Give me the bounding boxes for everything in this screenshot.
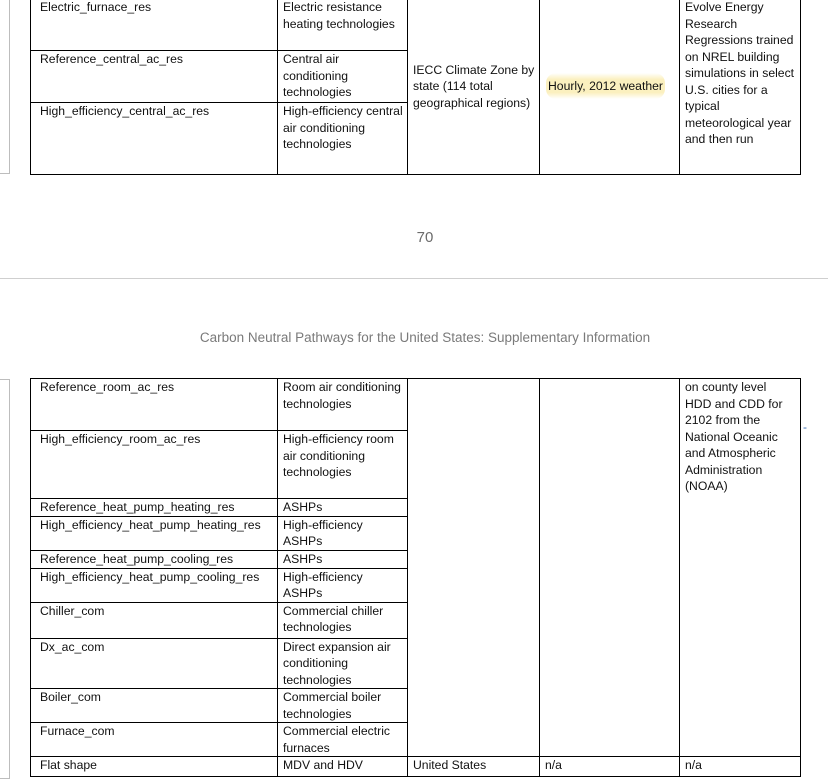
table-row [31,757,801,777]
page-number: 70 [416,229,434,246]
table-row [31,0,801,51]
cell-desc: Commercial electric furnaces [278,723,408,757]
highlighted-resolution: Hourly, 2012 weather [546,73,665,99]
cell-name: Reference_room_ac_res [31,379,278,431]
cell-desc: Electric resistance heating technologies [278,0,408,51]
table-row [31,379,801,431]
cell-name: High_efficiency_room_ac_res [31,431,278,499]
cell-desc: High-efficiency ASHPs [278,516,408,550]
cell-source: Evolve Energy Research Regressions trained on NREL building simulations in select U.S. cities for a typical meteorological year and then run [680,0,801,175]
page-break [0,278,828,290]
cell-name: Reference_heat_pump_cooling_res [31,550,278,568]
cell-desc: High-efficiency central air conditioning technologies [278,103,408,175]
cell-name: Furnace_com [31,723,278,757]
cell-name: High_efficiency_heat_pump_cooling_res [31,568,278,602]
cell-desc: ASHPs [278,550,408,568]
cell-name: Chiller_com [31,602,278,638]
cell-desc: Room air conditioning technologies [278,379,408,431]
cell-desc: MDV and HDV [278,757,408,777]
cell-desc: Central air conditioning technologies [278,51,408,103]
edge-mark: - [803,420,807,434]
cell-geography: United States [408,757,540,777]
cell-resolution-empty [540,379,680,757]
cell-name: Boiler_com [31,689,278,723]
cell-name: Flat shape [31,757,278,777]
cell-desc: ASHPs [278,499,408,517]
cell-desc: Commercial boiler technologies [278,689,408,723]
cell-name: Reference_heat_pump_heating_res [31,499,278,517]
left-page-edge-top [0,0,10,174]
cell-geography-empty [408,379,540,757]
cell-source-continued: on county level HDD and CDD for 2102 from the National Oceanic and Atmospheric Administration (NOAA) [680,379,801,757]
left-page-edge-bottom [0,379,10,779]
top-table [30,0,801,175]
cell-resolution [540,0,680,175]
cell-name: Reference_central_ac_res [31,51,278,103]
cell-desc: High-efficiency ASHPs [278,568,408,602]
cell-name: Electric_furnace_res [31,0,278,51]
cell-desc: High-efficiency room air conditioning technologies [278,431,408,499]
cell-geography: IECC Climate Zone by state (114 total geographical regions) [408,0,540,175]
cell-name: High_efficiency_central_ac_res [31,103,278,175]
cell-source: n/a [680,757,801,777]
bottom-table [30,378,801,777]
cell-name: High_efficiency_heat_pump_heating_res [31,516,278,550]
cell-resolution: n/a [540,757,680,777]
cell-desc: Direct expansion air conditioning technologies [278,638,408,689]
running-header: Carbon Neutral Pathways for the United States: Supplementary Information [199,330,651,345]
cell-desc: Commercial chiller technologies [278,602,408,638]
cell-name: Dx_ac_com [31,638,278,689]
